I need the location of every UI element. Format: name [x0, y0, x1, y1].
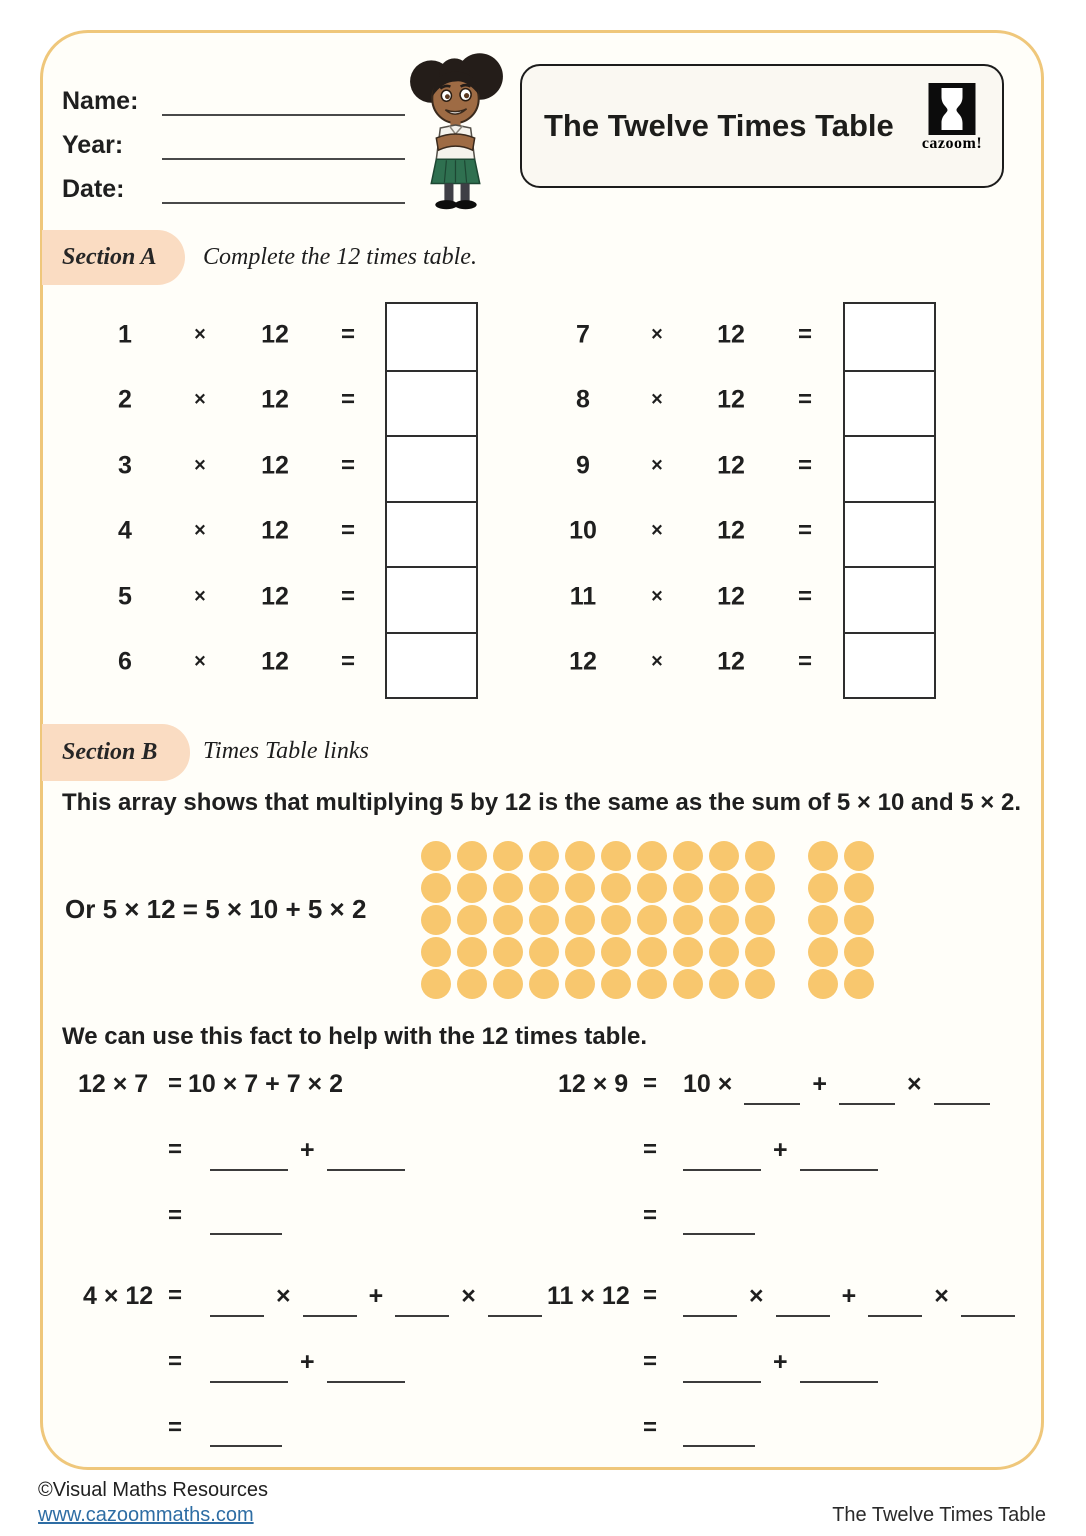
copyright-text: ©Visual Maths Resources — [38, 1479, 269, 1501]
blank-line — [303, 1291, 357, 1317]
array-dot — [844, 841, 874, 871]
blank-line — [934, 1079, 990, 1105]
equals-sign: = — [340, 386, 356, 414]
array-dot — [601, 841, 631, 871]
multiplicand: 10 — [569, 516, 597, 545]
answer-box — [387, 566, 476, 632]
expression-text: + — [773, 1348, 788, 1376]
student-illustration — [404, 50, 510, 210]
array-dot — [421, 841, 451, 871]
section-b-label-text: Section B — [62, 739, 158, 765]
array-dot — [808, 969, 838, 999]
multiplier: 12 — [261, 451, 289, 480]
array-dot — [709, 873, 739, 903]
equals-sign: = — [340, 451, 356, 479]
problem-line — [78, 1202, 558, 1234]
page-frame — [40, 30, 1044, 1470]
multiplicand: 5 — [118, 582, 132, 611]
answer-box — [387, 435, 476, 501]
page-title: The Twelve Times Table — [544, 108, 894, 143]
date-field — [62, 160, 405, 204]
array-dot — [529, 905, 559, 935]
array-dot — [493, 873, 523, 903]
expression — [210, 1282, 542, 1311]
array-dot — [709, 841, 739, 871]
answer-box — [845, 632, 934, 698]
year-line — [162, 128, 405, 160]
answer-box-column-left — [385, 302, 478, 699]
array-dot — [745, 905, 775, 935]
multiplicand: 2 — [118, 385, 132, 414]
array-dot — [637, 841, 667, 871]
array-dot — [709, 905, 739, 935]
blank-line — [210, 1291, 264, 1317]
expression — [683, 1070, 990, 1099]
times-sign: × — [651, 585, 663, 608]
multiplier: 12 — [717, 516, 745, 545]
date-label: Date: — [62, 175, 125, 203]
array-dot — [421, 937, 451, 967]
expression-text: × — [461, 1282, 476, 1310]
answer-box — [845, 566, 934, 632]
expression — [683, 1202, 755, 1228]
problem-line — [547, 1414, 1027, 1446]
equals-sign: = — [168, 1414, 183, 1441]
times-sign: × — [651, 388, 663, 411]
array-dot — [457, 937, 487, 967]
multiplicand: 8 — [576, 385, 590, 414]
problem-lhs: 12 × 7 — [78, 1070, 149, 1098]
section-a-label-text: Section A — [62, 244, 157, 270]
problem-4x12 — [78, 1282, 558, 1452]
equals-sign: = — [168, 1070, 183, 1097]
times-sign: × — [651, 454, 663, 477]
blank-line — [683, 1209, 755, 1235]
array-dot — [808, 873, 838, 903]
problem-lhs: 4 × 12 — [83, 1282, 154, 1310]
times-sign: × — [194, 650, 206, 673]
equals-sign: = — [643, 1202, 658, 1229]
expression-text: + — [812, 1070, 827, 1098]
array-dot — [421, 969, 451, 999]
array-dot — [808, 937, 838, 967]
blank-line — [683, 1357, 761, 1383]
multiplicand: 7 — [576, 320, 590, 349]
array-dot — [844, 969, 874, 999]
equals-sign: = — [643, 1282, 658, 1309]
section-a-label — [42, 230, 185, 285]
array-dot — [601, 905, 631, 935]
array-dot — [529, 841, 559, 871]
equals-sign: = — [797, 517, 813, 545]
equals-sign: = — [797, 451, 813, 479]
array-dot — [673, 969, 703, 999]
multiplier: 12 — [717, 320, 745, 349]
problem-lhs: 12 × 9 — [558, 1070, 629, 1098]
problem-line — [78, 1070, 558, 1102]
header-fields — [62, 72, 405, 204]
array-dot — [844, 873, 874, 903]
problem-line — [547, 1136, 1027, 1168]
expression — [683, 1136, 878, 1165]
name-label: Name: — [62, 87, 139, 115]
times-sign: × — [651, 323, 663, 346]
array-dot — [808, 841, 838, 871]
problem-lhs: 11 × 12 — [547, 1282, 630, 1310]
times-sign: × — [194, 323, 206, 346]
array-dot — [601, 937, 631, 967]
blank-line — [868, 1291, 922, 1317]
multiplication-array-main — [421, 841, 775, 999]
blank-line — [800, 1145, 878, 1171]
fact-text: We can use this fact to help with the 12 times table. — [62, 1023, 648, 1050]
blank-line — [210, 1145, 288, 1171]
array-dot — [493, 905, 523, 935]
year-label: Year: — [62, 131, 124, 159]
array-dot — [601, 969, 631, 999]
blank-line — [683, 1291, 737, 1317]
expression — [683, 1414, 755, 1440]
section-b-instruction: Times Table links — [203, 738, 369, 764]
multiplicand: 9 — [576, 451, 590, 480]
equals-sign: = — [340, 582, 356, 610]
equals-sign: = — [797, 648, 813, 676]
array-dot — [637, 905, 667, 935]
answer-box — [845, 304, 934, 370]
times-sign: × — [651, 650, 663, 673]
problem-line — [78, 1136, 558, 1168]
answer-box — [387, 304, 476, 370]
problem-line — [547, 1202, 1027, 1234]
title-box — [520, 64, 1004, 188]
array-dot — [457, 841, 487, 871]
blank-line — [744, 1079, 800, 1105]
answer-box — [845, 370, 934, 436]
expression — [210, 1414, 282, 1440]
array-dot — [637, 937, 667, 967]
blank-line — [776, 1291, 830, 1317]
blank-line — [327, 1357, 405, 1383]
cazoom-logo-text: cazoom! — [921, 135, 983, 152]
blank-line — [839, 1079, 895, 1105]
array-dot — [709, 937, 739, 967]
equals-sign: = — [643, 1414, 658, 1441]
multiplier: 12 — [261, 582, 289, 611]
array-dot — [529, 873, 559, 903]
multiplicand: 1 — [118, 320, 132, 349]
array-dot — [457, 873, 487, 903]
array-dot — [529, 969, 559, 999]
array-dot — [529, 937, 559, 967]
blank-line — [210, 1357, 288, 1383]
expression — [210, 1136, 405, 1165]
array-dot — [745, 873, 775, 903]
answer-box-column-right — [843, 302, 936, 699]
multiplier: 12 — [717, 582, 745, 611]
array-intro-text: This array shows that multiplying 5 by 12 is the same as the sum of 5 × 10 and 5 × 2. — [62, 789, 1022, 816]
equals-sign: = — [797, 320, 813, 348]
blank-line — [961, 1291, 1015, 1317]
times-sign: × — [194, 519, 206, 542]
multiplicand: 4 — [118, 516, 132, 545]
blank-line — [210, 1209, 282, 1235]
array-dot — [457, 905, 487, 935]
answer-box — [387, 370, 476, 436]
expression-text: + — [773, 1136, 788, 1164]
array-dot — [565, 873, 595, 903]
array-dot — [844, 905, 874, 935]
multiplier: 12 — [261, 320, 289, 349]
equals-sign: = — [168, 1282, 183, 1309]
date-line — [162, 172, 405, 204]
cazoom-logo — [914, 83, 990, 153]
array-dot — [565, 905, 595, 935]
section-b-label — [42, 724, 190, 781]
name-line — [162, 84, 405, 116]
array-dot — [745, 969, 775, 999]
problem-11x12 — [547, 1282, 1027, 1452]
equals-sign: = — [168, 1202, 183, 1229]
multiplication-array-extra — [808, 841, 874, 999]
expression-text: × — [749, 1282, 764, 1310]
expression — [210, 1202, 282, 1228]
footer-left — [38, 1478, 268, 1528]
problem-line — [547, 1070, 1027, 1102]
array-dot — [565, 937, 595, 967]
equals-sign: = — [643, 1070, 658, 1097]
expression-text: 10 × — [683, 1070, 733, 1098]
array-dot — [808, 905, 838, 935]
array-dot — [673, 937, 703, 967]
array-dot — [637, 969, 667, 999]
array-dot — [745, 937, 775, 967]
problem-line — [547, 1282, 1027, 1314]
blank-line — [210, 1421, 282, 1447]
blank-line — [327, 1145, 405, 1171]
year-field — [62, 116, 405, 160]
name-field — [62, 72, 405, 116]
multiplier: 12 — [261, 385, 289, 414]
array-dot — [421, 905, 451, 935]
equals-sign: = — [643, 1136, 658, 1163]
expression — [188, 1070, 343, 1099]
blank-line — [683, 1145, 761, 1171]
array-dot — [673, 905, 703, 935]
footer-page-title: The Twelve Times Table — [832, 1504, 1046, 1526]
multiplier: 12 — [261, 516, 289, 545]
problem-line — [78, 1348, 558, 1380]
array-dot — [457, 969, 487, 999]
cazoom-logo-icon — [928, 83, 976, 135]
problem-line — [547, 1348, 1027, 1380]
array-dot — [421, 873, 451, 903]
array-dot — [844, 937, 874, 967]
expression-text: × — [934, 1282, 949, 1310]
section-a-instruction: Complete the 12 times table. — [203, 244, 477, 270]
problem-12x9 — [547, 1070, 1027, 1240]
array-dot — [493, 969, 523, 999]
expression-text: + — [300, 1348, 315, 1376]
equals-sign: = — [340, 648, 356, 676]
times-sign: × — [651, 519, 663, 542]
multiplier: 12 — [717, 385, 745, 414]
expression-text: + — [300, 1136, 315, 1164]
array-dot — [673, 841, 703, 871]
array-dot — [565, 969, 595, 999]
equals-sign: = — [340, 320, 356, 348]
multiplicand: 12 — [569, 647, 597, 676]
times-sign: × — [194, 454, 206, 477]
problem-line — [78, 1282, 558, 1314]
blank-line — [488, 1291, 542, 1317]
equals-sign: = — [168, 1348, 183, 1375]
multiplier: 12 — [261, 647, 289, 676]
times-sign: × — [194, 388, 206, 411]
expression-text: + — [841, 1282, 857, 1310]
answer-box — [845, 501, 934, 567]
multiplicand: 3 — [118, 451, 132, 480]
equals-sign: = — [340, 517, 356, 545]
array-dot — [709, 969, 739, 999]
expression-text: + — [368, 1282, 384, 1310]
expression — [683, 1282, 1015, 1311]
problem-line — [78, 1414, 558, 1446]
cazoommaths-link[interactable]: www.cazoommaths.com — [38, 1504, 254, 1526]
expression-text: × — [906, 1070, 922, 1098]
array-dot — [601, 873, 631, 903]
multiplier: 12 — [717, 451, 745, 480]
expression — [210, 1348, 405, 1377]
or-equation-text: Or 5 × 12 = 5 × 10 + 5 × 2 — [65, 894, 367, 924]
times-sign: × — [194, 585, 206, 608]
array-dot — [745, 841, 775, 871]
expression — [683, 1348, 878, 1377]
problem-12x7 — [78, 1070, 558, 1240]
blank-line — [800, 1357, 878, 1383]
blank-line — [395, 1291, 449, 1317]
expression-text: 10 × 7 + 7 × 2 — [188, 1070, 343, 1098]
answer-box — [387, 501, 476, 567]
array-dot — [493, 937, 523, 967]
multiplicand: 11 — [569, 582, 597, 611]
multiplicand: 6 — [118, 647, 132, 676]
array-dot — [637, 873, 667, 903]
equals-sign: = — [797, 386, 813, 414]
equals-sign: = — [797, 582, 813, 610]
answer-box — [845, 435, 934, 501]
expression-text: × — [276, 1282, 291, 1310]
equals-sign: = — [168, 1136, 183, 1163]
multiplier: 12 — [717, 647, 745, 676]
array-dot — [673, 873, 703, 903]
array-dot — [565, 841, 595, 871]
answer-box — [387, 632, 476, 698]
array-dot — [493, 841, 523, 871]
blank-line — [683, 1421, 755, 1447]
equals-sign: = — [643, 1348, 658, 1375]
